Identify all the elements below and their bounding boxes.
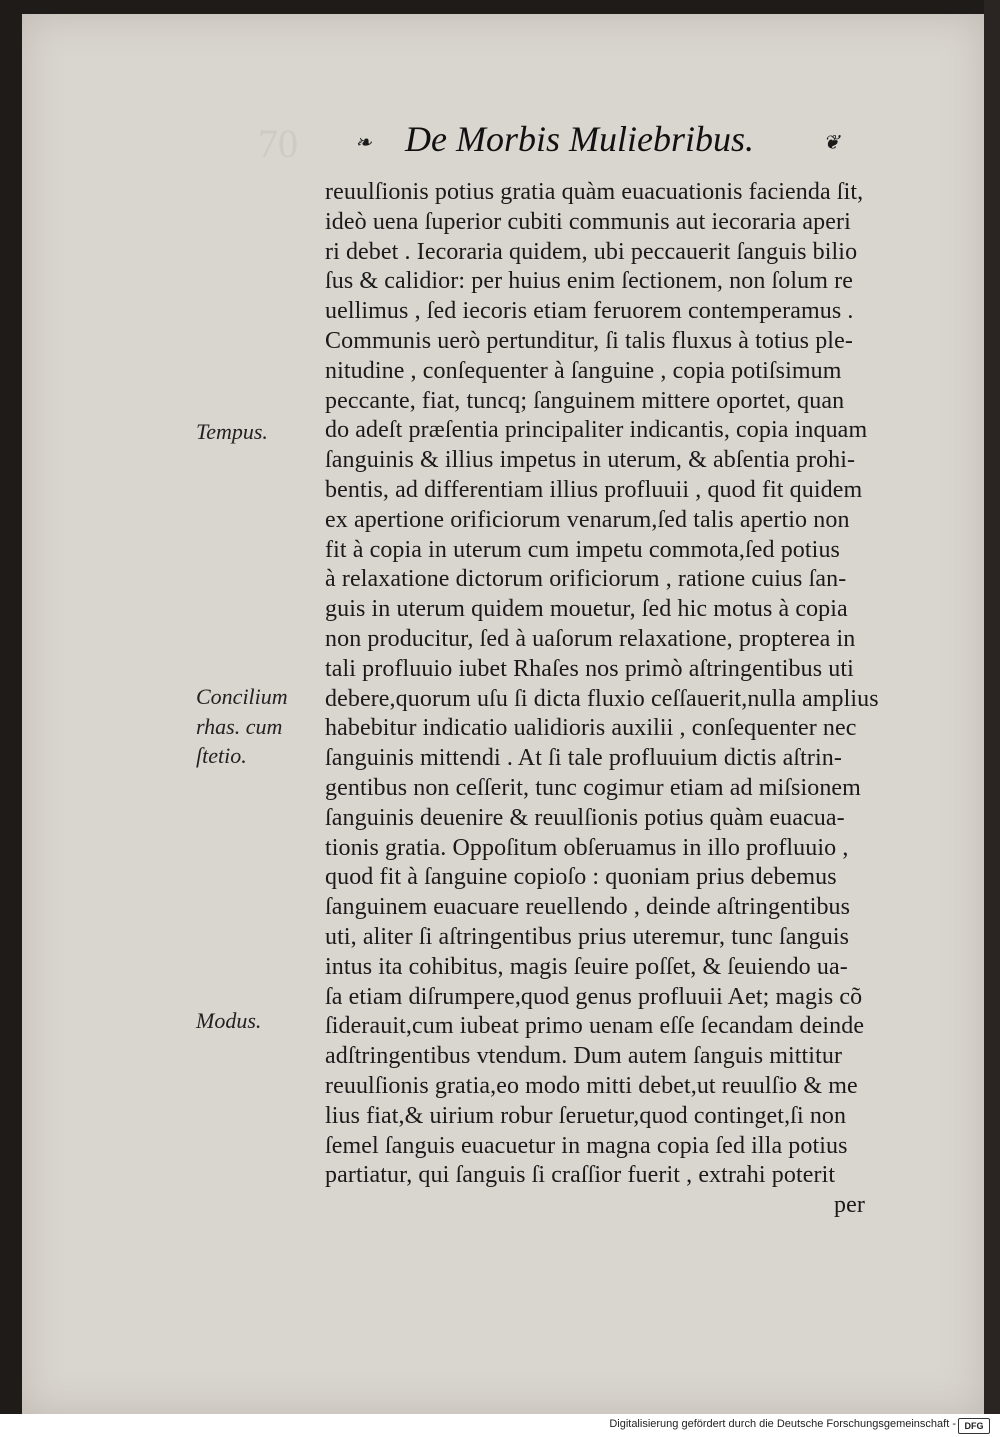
text-line: habebitur indicatio ualidioris auxilii , conſequenter nec <box>325 715 857 742</box>
text-line: non producitur, ſed à uaſorum relaxatione, propterea in <box>325 625 856 652</box>
text-line: guis in uterum quidem mouetur, ſed hic motus à copia <box>325 596 848 623</box>
text-line: ri debet . Iecoraria quidem, ubi peccauerit ſanguis bilio <box>325 238 858 265</box>
text-line: à relaxatione dictorum orificiorum , ratione cuius ſan- <box>325 566 847 593</box>
text-line: partiatur, qui ſanguis ſi craſſior fuerit , extrahi poterit <box>325 1162 836 1189</box>
text-line: tali profluuio iubet Rhaſes nos primò aſtringentibus uti <box>325 655 854 682</box>
text-line: Communis uerò pertunditur, ſi talis fluxus à totius ple- <box>325 327 853 354</box>
dfg-logo: DFG <box>958 1418 990 1434</box>
margin-note-line: rhas. cum <box>196 713 283 739</box>
fleuron-right-icon: ❦ <box>823 132 840 154</box>
text-line: quod fit à ſanguine copioſo : quoniam prius debemus <box>325 864 837 891</box>
text-line: uellimus , ſed iecoris etiam feruorem contemperamus . <box>325 298 854 325</box>
text-line: nitudine , conſequenter à ſanguine , copia potiſsimum <box>325 357 842 384</box>
running-head <box>355 116 875 164</box>
text-line: fit à copia in uterum cum impetu commota,ſed potius <box>325 536 840 563</box>
text-line: do adeſt præſentia principaliter indicantis, copia inquam <box>325 417 868 444</box>
running-head-title: De Morbis Muliebribus. <box>405 119 754 159</box>
text-line: ſus & calidior: per huius enim ſectionem, non ſolum re <box>325 268 853 295</box>
book-spine <box>984 0 1000 1414</box>
text-line: tionis gratia. Oppoſitum obſeruamus in illo profluuio , <box>325 834 849 861</box>
margin-note-line: Concilium <box>196 684 288 709</box>
text-line: intus ita cohibitus, magis ſeuire poſſet, & ſeuiendo ua- <box>325 953 848 980</box>
text-line: ideò uena ſuperior cubiti communis aut iecoraria aperi <box>325 208 851 235</box>
text-line: ſiderauit,cum iubeat primo uenam eſſe ſecandam deinde <box>325 1013 865 1040</box>
text-line: uti, aliter ſi aſtringentibus prius uteremur, tunc ſanguis <box>325 923 850 950</box>
text-line: lius fiat,& uirium robur ſeruetur,quod continget,ſi non <box>325 1102 847 1129</box>
text-line: debere,quorum uſu ſi dicta fluxio ceſſauerit,nulla amplius <box>325 685 879 712</box>
margin-note-tempus: Tempus. <box>196 419 268 444</box>
margin-note-modus: Modus. <box>196 1008 262 1033</box>
catchword: per <box>834 1192 865 1219</box>
text-line: adſtringentibus vtendum. Dum autem ſanguis mittitur <box>325 1043 843 1070</box>
text-line: ex apertione orificiorum venarum,ſed talis apertio non <box>325 506 850 533</box>
text-line: ſa etiam diſrumpere,quod genus profluuii Aet; magis cõ <box>325 983 863 1010</box>
text-line: gentibus non ceſſerit, tunc cogimur etiam ad miſsionem <box>325 774 861 801</box>
text-line: ſemel ſanguis euacuetur in magna copia ſed illa potius <box>325 1132 848 1159</box>
text-line: reuulſionis gratia,eo modo mitti debet,ut reuulſio & me <box>325 1072 858 1099</box>
text-line: ſanguinis mittendi . At ſi tale profluuium dictis aſtrin- <box>325 745 842 772</box>
footer-credit: Digitalisierung gefördert durch die Deutsche Forschungsgemeinschaft - <box>609 1418 956 1430</box>
text-line: bentis, ad differentiam illius profluuii , quod fit quidem <box>325 476 863 503</box>
margin-note-concilium <box>196 682 321 771</box>
text-line: ſanguinem euacuare reuellendo , deinde aſtringentibus <box>325 894 851 921</box>
text-line: ſanguinis & illius impetus in uterum, & abſentia prohi- <box>325 447 856 474</box>
fleuron-left-icon: ❧ <box>355 132 372 154</box>
text-line: reuulſionis potius gratia quàm euacuationis facienda ſit, <box>325 179 864 205</box>
body-text <box>325 178 935 1221</box>
text-line: ſanguinis deuenire & reuulſionis potius quàm euacua- <box>325 804 845 831</box>
text-line: peccante, fiat, tuncq; ſanguinem mittere oportet, quan <box>325 387 845 414</box>
ghost-page-number: 70 <box>258 121 298 166</box>
margin-note-line: ſtetio. <box>196 743 247 768</box>
